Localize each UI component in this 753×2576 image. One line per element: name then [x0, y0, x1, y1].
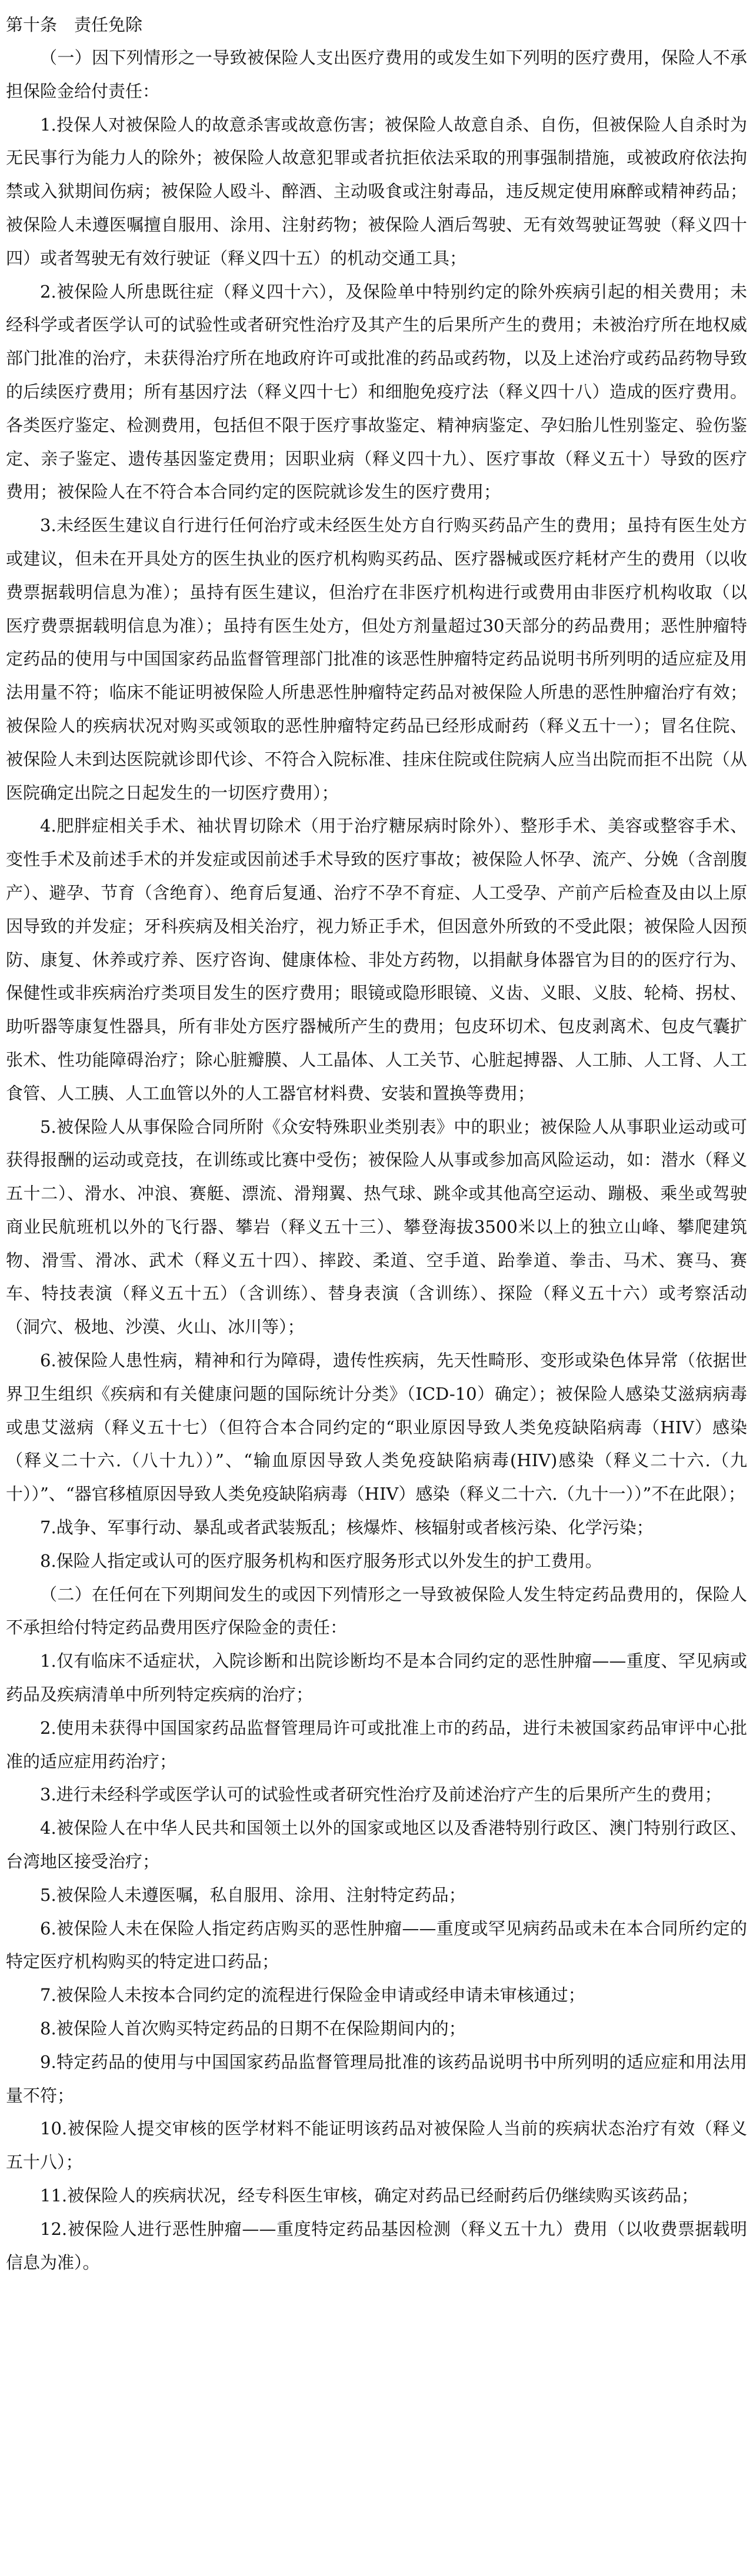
exclusion-item: 7.战争、军事行动、暴乱或者武装叛乱；核爆炸、核辐射或者核污染、化学污染； — [40, 1517, 654, 1538]
exclusion-item: 8.被保险人首次购买特定药品的日期不在保险期间内的； — [40, 2018, 466, 2039]
part-one-intro: （一）因下列情形之一导致被保险人支出医疗费用的或发生如下列明的医疗费用，保险人不承担保险金给付责任： — [6, 48, 747, 101]
exclusion-item: 1.仅有临床不适症状，入院诊断和出院诊断均不是本合同约定的恶性肿瘤——重度、罕见病或药品及疾病清单中所列特定疾病的治疗； — [6, 1651, 747, 1705]
exclusion-item: 5.被保险人未遵医嘱，私自服用、涂用、注射特定药品； — [40, 1884, 466, 1905]
part-one — [6, 41, 747, 1578]
exclusion-item: 3.未经医生建议自行进行任何治疗或未经医生处方自行购买药品产生的费用；虽持有医生处方或建议，但未在开具处方的医生执业的医疗机构购买药品、医疗器械或医疗耗材产生的费用（以收费票据载明信息为准）；虽持有医生建议，但治疗在非医疗机构进行或费用由非医疗机构收取（以医疗费票据载明信息为准）；虽持有医生处方，但处方剂量超过30天部分的药品费用；恶性肿瘤特定药品的使用与中国国家药品监督管理部门批准的该恶性肿瘤特定药品说明书所列明的适应症及用法用量不符；临床不能证明被保险人所患恶性肿瘤特定药品对被保险人所患的恶性肿瘤治疗有效；被保险人的疾病状况对购买或领取的恶性肿瘤特定药品已经形成耐药（释义五十一）；冒名住院、被保险人未到达医院就诊即代诊、不符合入院标准、挂床住院或住院病人应当出院而拒不出院（从医院确定出院之日起发生的一切医疗费用）； — [6, 515, 747, 803]
exclusion-item: 11.被保险人的疾病状况，经专科医生审核，确定对药品已经耐药后仍继续购买该药品； — [40, 2185, 699, 2205]
exclusion-item: 5.被保险人从事保险合同所附《众安特殊职业类别表》中的职业；被保险人从事职业运动或可获得报酬的运动或竞技，在训练或比赛中受伤；被保险人从事或参加高风险运动，如：潜水（释义五十二）、滑水、冲浪、赛艇、漂流、滑翔翼、热气球、跳伞或其他高空运动、蹦极、乘坐或驾驶商业民航班机以外的飞行器、攀岩（释义五十三）、攀登海拔3500米以上的独立山峰、攀爬建筑物、滑雪、滑冰、武术（释义五十四）、摔跤、柔道、空手道、跆拳道、拳击、马术、赛马、赛车、特技表演（释义五十五）（含训练）、替身表演（含训练）、探险（释义五十六）或考察活动（洞穴、极地、沙漠、火山、冰川等）； — [6, 1116, 747, 1337]
exclusion-item: 10.被保险人提交审核的医学材料不能证明该药品对被保险人当前的疾病状态治疗有效（释义五十八）； — [6, 2118, 747, 2173]
section-title: 第十条 责任免除 — [6, 15, 143, 35]
exclusion-item: 6.被保险人患性病，精神和行为障碍，遗传性疾病，先天性畸形、变形或染色体异常（依据世界卫生组织《疾病和有关健康问题的国际统计分类》（ICD-10）确定）；被保险人感染艾滋病病毒或患艾滋病（释义五十七）（但符合本合同约定的“职业原因导致人类免疫缺陷病毒（HIV）感染（释义二十六.（八十九））”、“输血原因导致人类免疫缺陷病毒(HIV)感染（释义二十六.（九十））”、“器官移植原因导致人类免疫缺陷病毒（HIV）感染（释义二十六.（九十一））”不在此限）； — [6, 1350, 747, 1504]
exclusion-item: 4.肥胖症相关手术、袖状胃切除术（用于治疗糖尿病时除外）、整形手术、美容或整容手术、变性手术及前述手术的并发症或因前述手术导致的医疗事故；被保险人怀孕、流产、分娩（含剖腹产）、避孕、节育（含绝育）、绝育后复通、治疗不孕不育症、人工受孕、产前产后检查及由以上原因导致的并发症；牙科疾病及相关治疗，视力矫正手术，但因意外所致的不受此限；被保险人因预防、康复、休养或疗养、医疗咨询、健康体检、非处方药物，以捐献身体器官为目的的医疗行为、保健性或非疾病治疗类项目发生的医疗费用；眼镜或隐形眼镜、义齿、义眼、义肢、轮椅、拐杖、助听器等康复性器具，所有非处方医疗器械所产生的费用；包皮环切术、包皮剥离术、包皮气囊扩张术、性功能障碍治疗；除心脏瓣膜、人工晶体、人工关节、心脏起搏器、人工肺、人工肾、人工食管、人工胰、人工血管以外的人工器官材料费、安装和置换等费用； — [6, 816, 747, 1103]
exclusion-item: 12.被保险人进行恶性肿瘤——重度特定药品基因检测（释义五十九）费用（以收费票据载明信息为准）。 — [6, 2218, 747, 2273]
exclusion-item: 2.使用未获得中国国家药品监督管理局许可或批准上市的药品，进行未被国家药品审评中心批准的适应症用药治疗； — [6, 1717, 747, 1771]
part-two — [6, 1578, 747, 2280]
exclusion-item: 7.被保险人未按本合同约定的流程进行保险金申请或经申请未审核通过； — [40, 1985, 585, 2006]
exclusion-item: 2.被保险人所患既往症（释义四十六），及保险单中特别约定的除外疾病引起的相关费用；未经科学或者医学认可的试验性或者研究性治疗及其产生的后果所产生的费用；未被治疗所在地权威部门批准的治疗，未获得治疗所在地政府许可或批准的药品或药物，以及上述治疗或药品药物导致的后续医疗费用；所有基因疗法（释义四十七）和细胞免疫疗法（释义四十八）造成的医疗费用。各类医疗鉴定、检测费用，包括但不限于医疗事故鉴定、精神病鉴定、孕妇胎儿性别鉴定、验伤鉴定、亲子鉴定、遗传基因鉴定费用；因职业病（释义四十九）、医疗事故（释义五十）导致的医疗费用；被保险人在不符合本合同约定的医院就诊发生的医疗费用； — [6, 281, 747, 502]
exclusion-item: 6.被保险人未在保险人指定药店购买的恶性肿瘤——重度或罕见病药品或未在本合同所约定的特定医疗机构购买的特定进口药品； — [6, 1918, 747, 1972]
part-two-intro: （二）在任何在下列期间发生的或因下列情形之一导致被保险人发生特定药品费用的，保险人不承担给付特定药品费用医疗保险金的责任： — [6, 1584, 747, 1638]
exclusion-item: 1.投保人对被保险人的故意杀害或故意伤害；被保险人故意自杀、自伤，但被保险人自杀时为无民事行为能力人的除外；被保险人故意犯罪或者抗拒依法采取的刑事强制措施，或被政府依法拘禁或入狱期间伤病；被保险人殴斗、醉酒、主动吸食或注射毒品，违反规定使用麻醉或精神药品；被保险人未遵医嘱擅自服用、涂用、注射药物；被保险人酒后驾驶、无有效驾驶证驾驶（释义四十四）或者驾驶无有效行驶证（释义四十五）的机动交通工具； — [6, 114, 747, 268]
exclusion-item: 9.特定药品的使用与中国国家药品监督管理局批准的该药品说明书中所列明的适应症和用法用量不符； — [6, 2051, 747, 2105]
exclusion-item: 4.被保险人在中华人民共和国领土以外的国家或地区以及香港特别行政区、澳门特别行政区、台湾地区接受治疗； — [6, 1818, 747, 1872]
exclusion-item: 3.进行未经科学或医学认可的试验性或者研究性治疗及前述治疗产生的后果所产生的费用； — [40, 1784, 722, 1805]
exclusion-item: 8.保险人指定或认可的医疗服务机构和医疗服务形式以外发生的护工费用。 — [40, 1550, 602, 1571]
